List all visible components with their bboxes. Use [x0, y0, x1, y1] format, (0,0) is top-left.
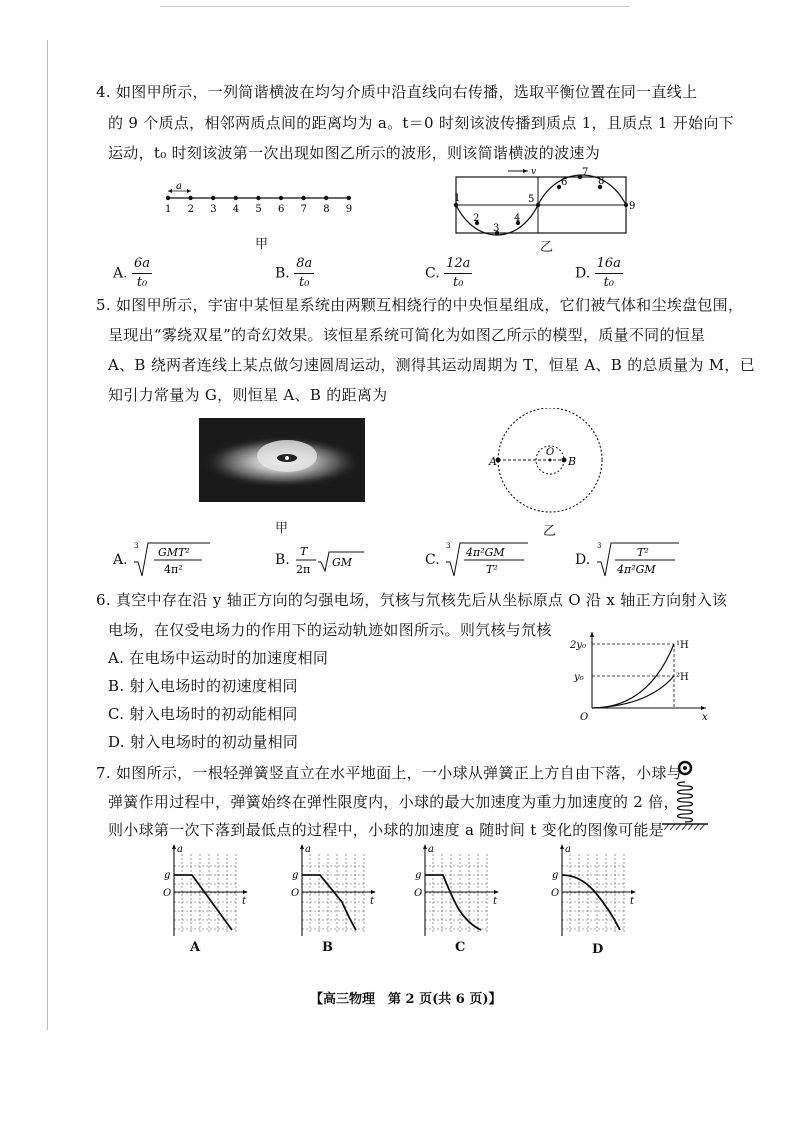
option-letter: A. [113, 265, 128, 282]
page-footer: 【高三物理 第 2 页(共 6 页)】 [310, 992, 502, 1007]
option-denominator: t₀ [136, 275, 148, 290]
q4-figure-a [160, 178, 360, 238]
wave-particle-label: 8 [598, 176, 605, 187]
wave-particle-label: 1 [454, 193, 461, 204]
q5-line-3: A、B 绕两者连线上某点做匀速圆周运动，测得其运动周期为 T，恒星 A、B 的总质量为 M，已 [108, 356, 756, 374]
option-numerator: 16a [595, 255, 623, 274]
q7-graph-b[interactable] [280, 840, 380, 955]
q7-graph-a-label: A [190, 940, 201, 955]
q5-line-1: 5. 如图甲所示，宇宙中某恒星系统由两颗互相绕行的中央恒星组成，它们被气体和尘埃盘包围， [96, 296, 744, 314]
svg-text:4π²: 4π² [164, 563, 183, 576]
q6-label-h1: ¹H [676, 640, 689, 651]
q6-option-d[interactable]: D. 射入电场时的初动量相同 [108, 733, 299, 751]
option-denominator: t₀ [299, 275, 310, 290]
wave-particle-label: 4 [514, 213, 521, 224]
star-a-label: A [489, 455, 497, 468]
q6-label-y0: y₀ [574, 672, 584, 683]
option-formula [444, 540, 530, 580]
particle-dot [279, 196, 283, 200]
a-t-curve [174, 875, 232, 930]
axis-label-t: t [242, 896, 247, 907]
x-axis-arrow [494, 890, 499, 894]
particle-label: 4 [232, 204, 240, 215]
scan-edge-left [47, 40, 48, 1030]
x-axis-arrow [631, 890, 636, 894]
option-denominator: t₀ [603, 275, 614, 290]
a-t-graph [540, 840, 640, 940]
option-numerator: 12a [444, 255, 472, 274]
q7-line-3: 则小球第一次下落到最低点的过程中，小球的加速度 a 随时间 t 变化的图像可能是 [108, 821, 665, 839]
particle-label: 8 [323, 204, 330, 215]
q5-figure-a-caption: 甲 [275, 521, 289, 536]
nebula-illustration [199, 418, 365, 502]
particle-dot [256, 196, 260, 200]
option-letter: B. [275, 552, 290, 568]
option-numerator: 6a [132, 255, 152, 274]
svg-text:3: 3 [446, 542, 451, 550]
q4-line-3: 运动，t₀ 时刻该波第一次出现如图乙所示的波形，则该简谐横波的波速为 [108, 144, 601, 162]
svg-text:4π²GM: 4π²GM [466, 546, 505, 559]
axis-label-g: g [292, 870, 299, 881]
q7-graph-d[interactable] [540, 840, 640, 957]
svg-text:2π: 2π [296, 563, 311, 576]
a-t-curve [562, 875, 620, 930]
q5-option-d[interactable] [575, 540, 681, 580]
wave-particle-label: 3 [493, 223, 500, 234]
center-o-label: O [546, 447, 555, 458]
q4b-v-label: v [531, 167, 537, 177]
option-letter: D. [575, 265, 591, 282]
axis-label-t: t [493, 896, 498, 907]
axis-label-a: a [177, 844, 183, 855]
particle-label: 6 [278, 204, 285, 215]
wave-particle-label: 9 [629, 201, 636, 212]
particle-label: 9 [345, 204, 353, 215]
axis-label-o: O [551, 888, 560, 899]
q7-graph-c[interactable] [403, 840, 503, 955]
wave-particle-label: 5 [528, 194, 535, 205]
particle-dot [324, 196, 328, 200]
q4-figure-a-caption: 甲 [255, 237, 269, 252]
q6-label-origin: O [580, 712, 589, 723]
option-letter: B. [275, 265, 290, 282]
axis-label-o: O [163, 888, 172, 899]
a-t-graph [280, 840, 380, 940]
svg-text:GMT²: GMT² [158, 546, 190, 559]
option-numerator: 8a [294, 255, 314, 274]
q5-option-a[interactable] [113, 540, 212, 580]
q6-option-c[interactable]: C. 射入电场时的初动能相同 [108, 705, 298, 723]
q6-option-a[interactable]: A. 在电场中运动时的加速度相同 [108, 649, 329, 667]
wave-particle-label: 6 [561, 177, 568, 188]
axis-label-g: g [164, 870, 171, 881]
wave-particle-dot [536, 203, 540, 207]
q7-line-2: 弹簧作用过程中，弹簧始终在弹性限度内，小球的最大加速度为重力加速度的 2 倍， [108, 793, 679, 811]
a-t-graph [403, 840, 503, 940]
q5-option-b[interactable] [275, 540, 374, 580]
q6-option-b[interactable]: B. 射入电场时的初速度相同 [108, 677, 298, 695]
axis-label-a: a [428, 844, 434, 855]
particle-label: 7 [300, 204, 307, 215]
axis-label-a: a [305, 844, 311, 855]
a-t-graph [152, 840, 252, 940]
svg-text:T: T [300, 545, 308, 558]
a-t-curve [425, 875, 481, 930]
x-axis-arrow [243, 890, 248, 894]
wave-particle-label: 7 [582, 167, 589, 178]
svg-text:3: 3 [134, 542, 139, 550]
q4-figure-b-caption: 乙 [540, 240, 554, 255]
option-letter: A. [113, 552, 128, 568]
q5-figure-b-caption: 乙 [543, 524, 557, 539]
svg-text:T²: T² [486, 563, 498, 576]
q6-label-2y0: 2y₀ [570, 640, 587, 651]
binary-star-photo [199, 418, 365, 502]
particle-dot [188, 196, 192, 200]
option-formula [595, 540, 681, 580]
axis-label-g: g [552, 870, 559, 881]
option-letter: C. [425, 265, 440, 282]
axis-label-o: O [291, 888, 300, 899]
particle-dot [211, 196, 215, 200]
q5-orbit-diagram [488, 408, 618, 520]
particle-label: 2 [187, 204, 194, 215]
grid [562, 854, 626, 932]
particle-label: 1 [165, 204, 172, 215]
y-axis-arrow [172, 844, 176, 849]
q7-graph-b-label: B [322, 940, 333, 955]
q4a-label-a: a [176, 181, 182, 192]
particle-dot [347, 196, 351, 200]
q7-line-1: 7. 如图所示，一根轻弹簧竖直立在水平地面上，一小球从弹簧正上方自由下落，小球与 [96, 764, 683, 782]
svg-text:3: 3 [596, 542, 602, 550]
particle-label: 5 [255, 204, 262, 215]
option-letter: C. [425, 552, 440, 568]
particle-label: 3 [210, 204, 217, 215]
q5-line-2: 呈现出“雾绕双星”的奇幻效果。该恒星系统可简化为如图乙所示的模型，质量不同的恒星 [108, 326, 706, 344]
wave-particle-dot [624, 203, 628, 207]
particle-dot [166, 196, 170, 200]
svg-text:4π²GM: 4π²GM [616, 563, 656, 576]
grid [425, 854, 489, 932]
y-axis-arrow [423, 844, 427, 849]
q5-line-4: 知引力常量为 G，则恒星 A、B 的距离为 [108, 386, 388, 404]
axis-label-g: g [415, 870, 422, 881]
q4-line-2: 的 9 个质点，相邻两质点间的距离均为 a。t＝0 时刻该波传播到质点 1，且质点 1 开始向下 [108, 114, 734, 132]
x-axis-arrow [371, 890, 376, 894]
q4-line-1: 4. 如图甲所示，一列简谐横波在均匀介质中沿直线向右传播，选取平衡位置在同一直线上 [96, 83, 698, 101]
y-axis-arrow [300, 844, 304, 849]
svg-text:GM: GM [332, 556, 353, 569]
q4-option-d[interactable] [575, 255, 623, 292]
axis-label-t: t [370, 896, 375, 907]
q6-line-1: 6. 真空中存在沿 y 轴正方向的匀强电场，氕核与氘核先后从坐标原点 O 沿 x 轴正方向射入该 [96, 591, 728, 609]
q5-option-c[interactable] [425, 540, 530, 580]
option-formula [132, 540, 212, 580]
option-letter: D. [575, 552, 591, 568]
axis-label-a: a [565, 844, 571, 855]
q7-graph-a[interactable] [152, 840, 252, 955]
q4-option-c[interactable] [425, 255, 472, 292]
q7-graph-d-label: D [592, 942, 604, 957]
q4-option-b[interactable] [275, 255, 314, 292]
option-formula [294, 540, 374, 580]
wave-particle-label: 2 [473, 213, 480, 224]
scan-edge-top [160, 6, 630, 7]
axis-label-o: O [414, 888, 423, 899]
q6-label-h2: ²H [676, 672, 689, 683]
option-denominator: t₀ [453, 275, 464, 290]
q6-trajectory-graph [568, 628, 718, 723]
particle-dot [301, 196, 305, 200]
particle-dot [234, 196, 238, 200]
star-b-label: B [568, 455, 577, 468]
y-axis-arrow [560, 844, 564, 849]
q6-label-x: x [702, 712, 708, 723]
q4-option-a[interactable] [113, 255, 152, 292]
axis-label-t: t [630, 896, 635, 907]
svg-text:T²: T² [636, 546, 649, 559]
spring-ball-figure [660, 760, 710, 835]
q6-line-2: 电场，在仅受电场力的作用下的运动轨迹如图所示。则氕核与氘核 [108, 621, 552, 639]
q7-graph-c-label: C [455, 940, 466, 955]
